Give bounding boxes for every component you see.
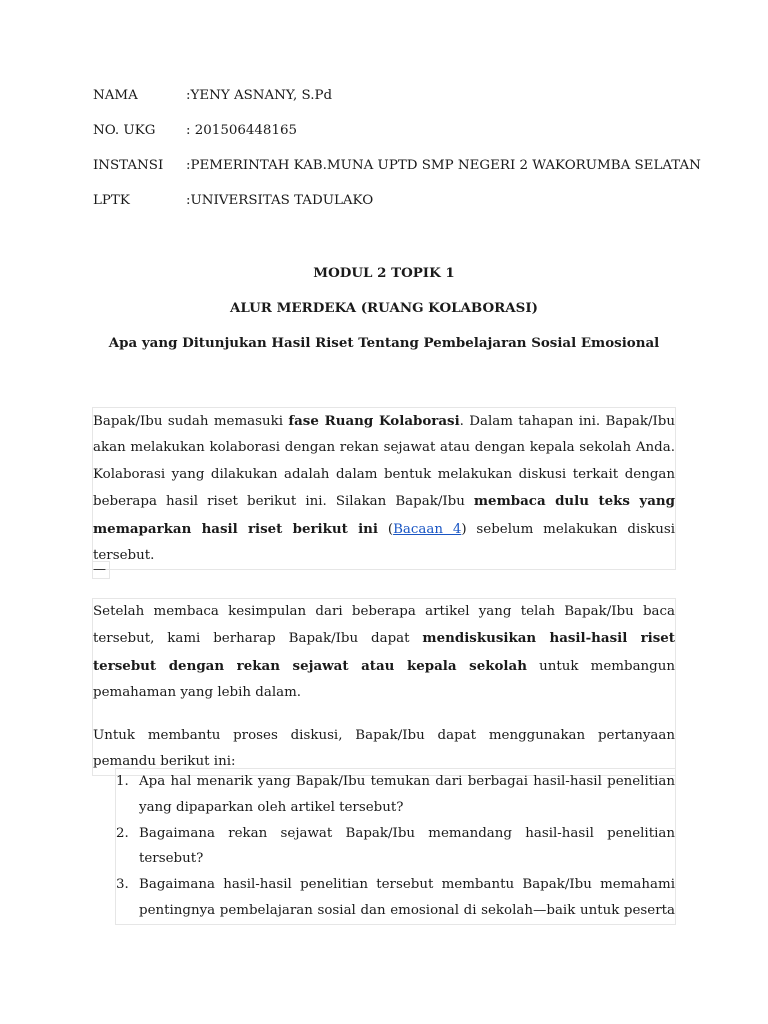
para-bold: membaca dulu teks yang memaparkan hasil riset berikut ini [93, 493, 675, 537]
list-number: 2. [116, 825, 129, 841]
list-number: 1. [116, 774, 129, 789]
list-item [116, 821, 675, 873]
field-label: INSTANSI [93, 158, 164, 173]
em-dash-marker: — [93, 562, 109, 578]
para-bold: mendiskusikan hasil-hasil riset tersebut dengan rekan sejawat atau kepala sekolah [93, 630, 675, 674]
field-label: NAMA [93, 88, 138, 103]
bacaan-link[interactable]: Bacaan 4 [393, 521, 462, 537]
topic-title: Apa yang Ditunjukan Hasil Riset Tentang Pembelajaran Sosial Emosional [108, 335, 660, 351]
field-value: :PEMERINTAH KAB.MUNA UPTD SMP NEGERI 2 WAKORUMBA SELATAN [186, 158, 701, 173]
para-text: Bapak/Ibu sudah memasuki [93, 414, 289, 429]
guiding-questions-list [116, 769, 675, 924]
section-title: ALUR MERDEKA (RUANG KOLABORASI) [230, 300, 538, 316]
field-label: LPTK [93, 193, 130, 208]
list-item [116, 872, 675, 924]
module-title: MODUL 2 TOPIK 1 [313, 265, 455, 281]
discussion-paragraphs [93, 599, 675, 775]
field-value: : 201506448165 [186, 123, 298, 138]
para-text: . Dalam tahapan ini. Bapak/Ibu akan melakukan kolaborasi dengan rekan sejawat atau dengan kepala sekolah Anda. Kolaborasi yang dilakukan adalah dalam bentuk melakukan diskusi terkait dengan beberapa hasil riset berikut ini. Silakan Bapak/Ibu [93, 414, 675, 510]
guiding-intro: Untuk membantu proses diskusi, Bapak/Ibu dapat menggunakan pertanyaan pemandu berikut ini: [93, 727, 675, 770]
list-item [116, 769, 675, 821]
para-text: untuk membangun pemahaman yang lebih dalam. [93, 658, 676, 701]
intro-paragraph [93, 408, 675, 569]
list-text: Bagaimana rekan sejawat Bapak/Ibu memandang hasil-hasil penelitian tersebut? [139, 825, 675, 867]
list-text: Apa hal menarik yang Bapak/Ibu temukan dari berbagai hasil-hasil penelitian yang dipaparkan oleh artikel tersebut? [139, 774, 675, 815]
field-label: NO. UKG [93, 123, 156, 138]
para-text: ( [377, 521, 394, 537]
field-value: :YENY ASNANY, S.Pd [186, 88, 333, 103]
para-text: ) sebelum melakukan diskusi tersebut. [93, 521, 675, 564]
list-number: 3. [116, 877, 129, 893]
field-value: :UNIVERSITAS TADULAKO [186, 193, 374, 208]
para-text: Setelah membaca kesimpulan dari beberapa artikel yang telah Bapak/Ibu baca tersebut, kami berharap Bapak/Ibu dapat [93, 604, 675, 647]
list-text: Bagaimana hasil-hasil penelitian tersebut membantu Bapak/Ibu memahami pentingnya pembelajaran sosial dan emosional di sekolah—baik untuk peserta [139, 877, 675, 918]
para-bold: fase Ruang Kolaborasi [288, 413, 460, 429]
